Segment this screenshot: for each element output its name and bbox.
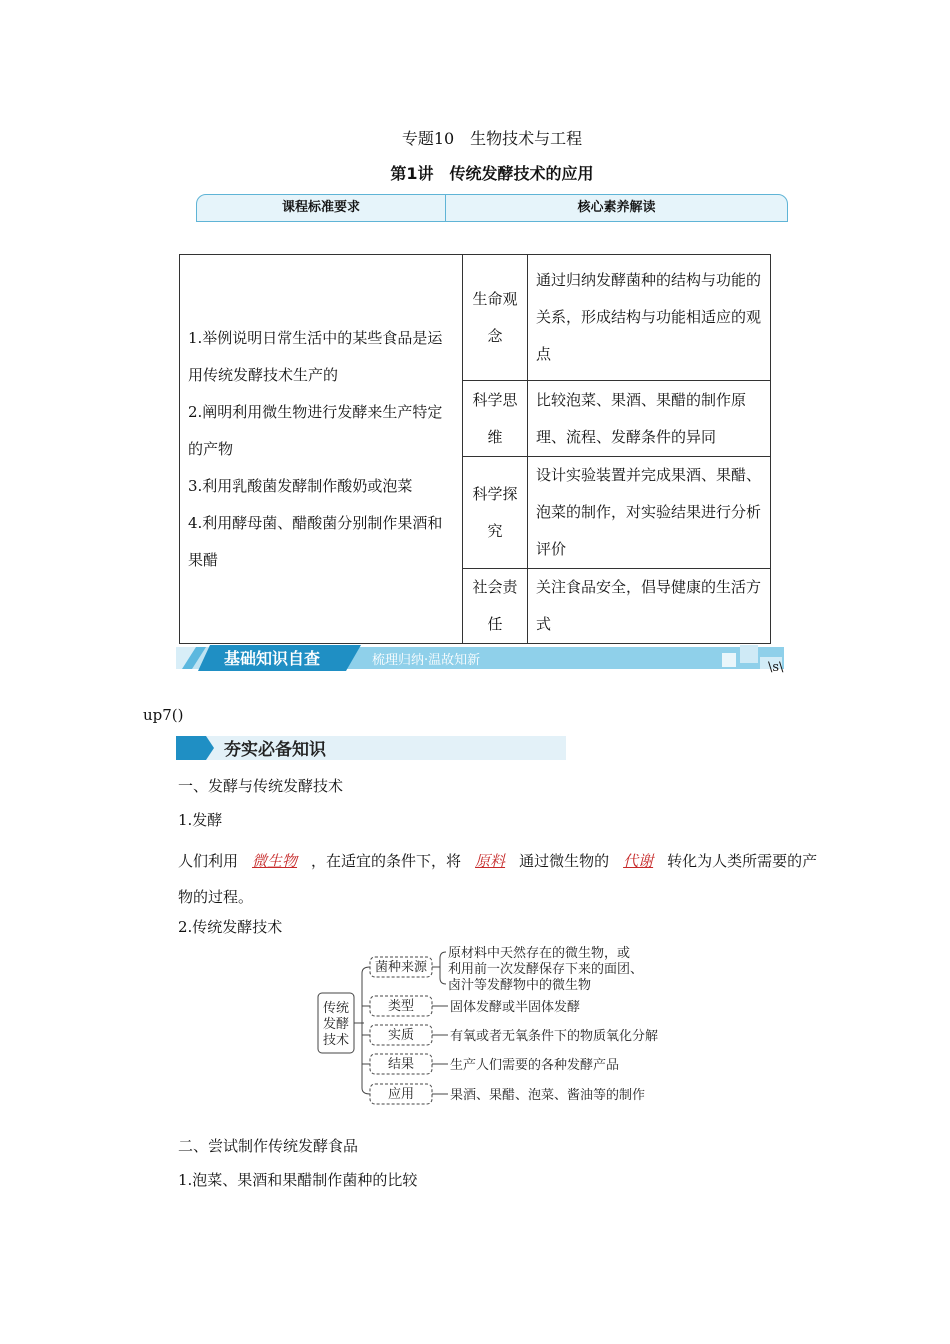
branch-desc: 卤汁等发酵物中的微生物 xyxy=(448,978,592,993)
section-heading: 一、发酵与传统发酵技术 xyxy=(178,777,344,795)
subsection-heading: 1.发酵 xyxy=(178,811,223,829)
diagram-branch xyxy=(362,996,580,1016)
requirements-cell xyxy=(180,255,463,644)
branch-label: 实质 xyxy=(387,1028,415,1043)
literacy-desc: 通过归纳发酵菌种的结构与功能的关系，形成结构与功能相适应的观点 xyxy=(528,255,771,381)
diagram-root-line: 传统 xyxy=(322,1001,350,1016)
requirement-item: 3.利用乳酸菌发酵制作酸奶或泡菜 xyxy=(188,476,413,495)
literacy-desc: 设计实验装置并完成果酒、果醋、泡菜的制作，对实验结果进行分析评价 xyxy=(528,457,771,569)
branch-desc: 果酒、果醋、泡菜、酱油等的制作 xyxy=(450,1088,646,1103)
knowledge-bar-title: 夯实必备知识 xyxy=(224,740,326,760)
branch-label: 结果 xyxy=(387,1057,415,1072)
branch-desc: 生产人们需要的各种发酵产品 xyxy=(450,1058,620,1073)
stray-mark: \s\ xyxy=(768,660,784,675)
standards-header-bar xyxy=(196,194,788,222)
sentence-text: 转化为人类所需要的产物的过程。 xyxy=(178,852,818,906)
sentence-text: 人们利用 xyxy=(178,852,239,870)
sentence-text: 通过微生物的 xyxy=(519,852,610,870)
standards-label: 课程标准要求 xyxy=(197,195,446,221)
standards-table xyxy=(179,254,771,644)
subsection-heading: 2.传统发酵技术 xyxy=(178,918,283,936)
branch-desc: 固体发酵或半固体发酵 xyxy=(450,1000,581,1015)
branch-desc: 利用前一次发酵保存下来的面团、 xyxy=(448,962,644,977)
diagram-root-line: 发酵 xyxy=(322,1017,350,1032)
literacy-category: 科学思维 xyxy=(463,381,528,457)
diagram-branch xyxy=(362,1054,619,1074)
literacy-label: 核心素养解读 xyxy=(577,200,656,215)
answer-blank: 微生物 xyxy=(252,852,298,870)
definition-paragraph xyxy=(178,843,818,915)
knowledge-bar xyxy=(176,736,566,760)
stray-code: up7() xyxy=(143,706,184,724)
section-banner-title: 基础知识自查 xyxy=(224,649,321,668)
requirement-item: 1.举例说明日常生活中的某些食品是运用传统发酵技术生产的 xyxy=(188,328,443,384)
traditional-fermentation-diagram xyxy=(300,940,700,1110)
branch-desc: 原材料中天然存在的微生物，或 xyxy=(448,946,631,961)
answer-blank: 原料 xyxy=(475,852,506,870)
branch-label: 类型 xyxy=(387,999,415,1014)
literacy-category: 社会责任 xyxy=(463,569,528,644)
section-banner xyxy=(176,643,784,671)
topic-title: 专题10 生物技术与工程 xyxy=(401,129,583,148)
section-banner-subtitle: 梳理归纳·温故知新 xyxy=(372,653,481,668)
diagram-root-line: 技术 xyxy=(322,1033,350,1048)
literacy-desc: 关注食品安全，倡导健康的生活方式 xyxy=(528,569,771,644)
branch-label: 应用 xyxy=(387,1087,415,1102)
sentence-text: ，在适宜的条件下，将 xyxy=(311,852,462,870)
literacy-category: 生命观念 xyxy=(463,255,528,381)
requirement-item: 4.利用酵母菌、醋酸菌分别制作果酒和果醋 xyxy=(188,513,443,569)
subsection-heading: 1.泡菜、果酒和果醋制作菌种的比较 xyxy=(178,1171,418,1189)
branch-label: 菌种来源 xyxy=(374,960,428,975)
literacy-category: 科学探究 xyxy=(463,457,528,569)
branch-desc: 有氧或者无氧条件下的物质氧化分解 xyxy=(450,1029,659,1044)
answer-blank: 代谢 xyxy=(623,852,654,870)
requirement-item: 2.阐明利用微生物进行发酵来生产特定的产物 xyxy=(188,402,443,458)
diagram-branch xyxy=(370,945,643,993)
lecture-title: 第1讲 传统发酵技术的应用 xyxy=(390,164,594,183)
section-heading: 二、尝试制作传统发酵食品 xyxy=(178,1137,359,1155)
diagram-branch xyxy=(362,1025,658,1045)
literacy-desc: 比较泡菜、果酒、果醋的制作原理、流程、发酵条件的异同 xyxy=(528,381,771,457)
diagram-branch xyxy=(370,1084,645,1104)
